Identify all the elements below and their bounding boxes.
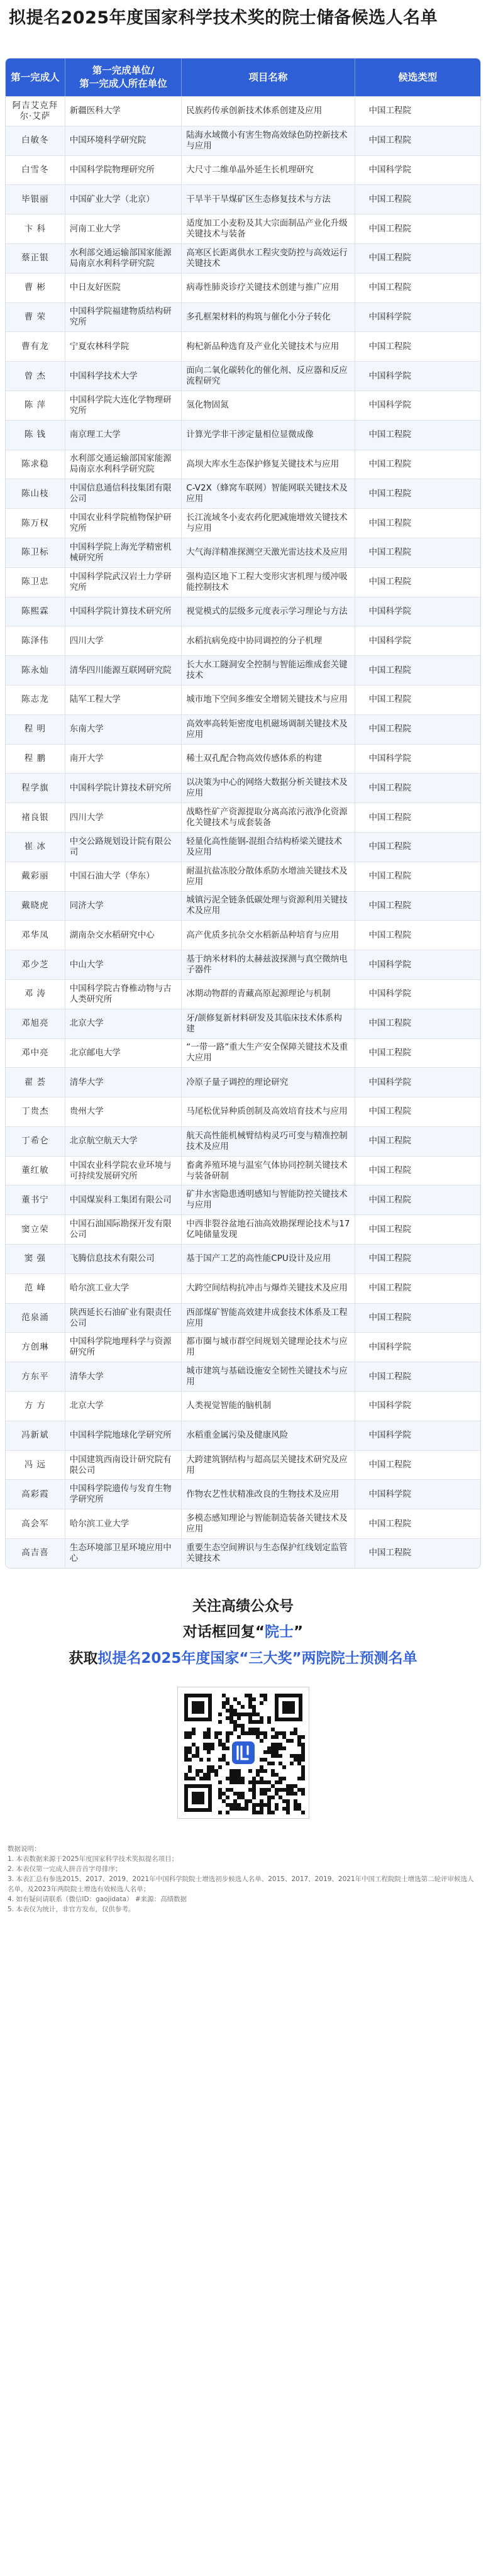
table-row: [6, 184, 480, 214]
table-row: [6, 1009, 480, 1038]
cell-unit: 生态环境部卫星环境应用中心: [65, 1539, 182, 1568]
cell-unit: 中国农业科学院农业环境与可持续发展研究所: [65, 1157, 182, 1185]
cell-type: 中国工程院: [368, 488, 411, 499]
cell-unit: 中国科学院福建物质结构研究所: [65, 303, 182, 332]
cell-project: 牙/颌修复新材料研发及其临床技术体系构建: [182, 1009, 355, 1038]
cell-type: 中国工程院: [368, 282, 411, 293]
header-name: 第一完成人: [6, 58, 65, 96]
cell-unit: 四川大学: [65, 626, 182, 655]
table-row: [6, 450, 480, 479]
table-row: [6, 802, 480, 832]
cell-project: 水稻抗病免疫中协同调控的分子机理: [182, 626, 355, 655]
follow-line-3: [0, 1645, 486, 1672]
table-row: [6, 685, 480, 714]
cell-project: 适度加工小麦粉及其大宗面制品产业化升级关键技术与装备: [182, 214, 355, 243]
cell-type: 中国科学院: [368, 635, 411, 646]
table-row: [6, 420, 480, 450]
cell-type: 中国工程院: [368, 430, 411, 440]
cell-name: 范泉涌: [6, 1304, 65, 1333]
table-row: [6, 214, 480, 243]
cell-project: 以决策为中心的网络大数据分析关键技术及应用: [182, 774, 355, 802]
cell-project: 城市建筑与基础设施安全韧性关键技术与应用: [182, 1362, 355, 1391]
cell-unit: 中国农业科学院植物保护研究所: [65, 509, 182, 538]
cell-name: 陈山枝: [6, 479, 65, 508]
table-row: [6, 1156, 480, 1185]
cell-project: 计算光学非干涉定量相位显微成像: [182, 421, 355, 450]
cell-name: 陈熙霖: [6, 597, 65, 626]
cell-name: 白雪冬: [6, 156, 65, 185]
cell-name: 卞 科: [6, 214, 65, 243]
table-row: [6, 832, 480, 862]
cell-unit: 陆军工程大学: [65, 686, 182, 714]
table-row: [6, 126, 480, 155]
cell-project: 轻量化高性能钢-混组合结构桥梁关键技术及应用: [182, 833, 355, 862]
cell-unit: 哈尔滨工业大学: [65, 1509, 182, 1538]
cell-unit: 中国信息通信科技集团有限公司: [65, 479, 182, 508]
cell-project: 冰期动物群的青藏高原起源理论与机制: [182, 980, 355, 1009]
note-item: 4. 如有疑问请联系（微信ID：gaojidata） #来源：高绩数据: [8, 1895, 187, 1903]
cell-type: 中国工程院: [368, 106, 411, 116]
cell-type: 中国科学院: [368, 1401, 411, 1411]
cell-type: 中国科学院: [368, 989, 411, 999]
cell-type: 中国科学院: [368, 1489, 411, 1499]
table-row: [6, 920, 480, 950]
table-row: [6, 331, 480, 361]
cell-name: 窦立荣: [6, 1215, 65, 1244]
cell-name: 邓中亮: [6, 1039, 65, 1068]
cell-name: 褚良银: [6, 803, 65, 832]
cell-project: 城镇污泥全链条低碳处理与资源利用关键技术及应用: [182, 892, 355, 921]
table-row: [6, 1126, 480, 1156]
cell-unit: 中国科学院遗传与发育生物学研究所: [65, 1480, 182, 1509]
cell-name: 曹有龙: [6, 332, 65, 361]
table-row: [6, 1450, 480, 1480]
cell-type: 中国工程院: [368, 724, 411, 735]
qr-container: [0, 1687, 486, 1819]
cell-unit: 中国科学院武汉岩土力学研究所: [65, 568, 182, 597]
follow-line-3-prefix: 获取: [69, 1650, 98, 1667]
table-row: [6, 1067, 480, 1097]
cell-name: 陈志龙: [6, 686, 65, 714]
cell-unit: 中国建筑西南设计研究院有限公司: [65, 1451, 182, 1480]
cell-type: 中国工程院: [368, 930, 411, 940]
cell-project: 陆海水域微小有害生物高效绿色防控新技术与应用: [182, 126, 355, 155]
cell-name: 范 峰: [6, 1274, 65, 1303]
table-row: [6, 96, 480, 126]
table-row: [6, 243, 480, 273]
cell-name: 邓华凤: [6, 921, 65, 950]
cell-name: 曹 荣: [6, 303, 65, 332]
cell-type: 中国科学院: [368, 753, 411, 763]
cell-type: 中国科学院: [368, 1430, 411, 1441]
cell-name: 翟 荟: [6, 1068, 65, 1097]
cell-type: 中国工程院: [368, 871, 411, 882]
cell-project: 耐温抗盐冻胶分散体系防水增油关键技术及应用: [182, 862, 355, 891]
table-row: [6, 1509, 480, 1538]
table-row: [6, 1214, 480, 1244]
cell-project: 矿井水害隐患透明感知与智能防控关键技术与应用: [182, 1185, 355, 1214]
data-notes: [8, 1844, 478, 1914]
cell-project: 基于国产工艺的高性能CPU设计及应用: [182, 1245, 355, 1274]
cell-type: 中国工程院: [368, 1018, 411, 1029]
follow-section: [0, 1568, 486, 1672]
cell-name: 高会军: [6, 1509, 65, 1538]
table-row: [6, 1362, 480, 1391]
notes-list: [8, 1854, 478, 1914]
cell-type: 中国科学院: [368, 1077, 411, 1087]
cell-project: 病毒性肺炎诊疗关键技术创建与推广应用: [182, 274, 355, 303]
cell-project: 高坝大库水生态保护修复关键技术与应用: [182, 450, 355, 479]
cell-name: 高彩霞: [6, 1480, 65, 1509]
cell-name: 窦 强: [6, 1245, 65, 1274]
cell-type: 中国工程院: [368, 253, 411, 264]
cell-type: 中国工程院: [368, 135, 411, 146]
cell-project: 强构造区地下工程大变形灾害机理与缓冲吸能控制技术: [182, 568, 355, 597]
table-row: [6, 1303, 480, 1333]
cell-name: 阿吉艾克拜尔·艾萨: [6, 97, 65, 126]
cell-unit: 中国科学院计算技术研究所: [65, 774, 182, 802]
cell-unit: 新疆医科大学: [65, 97, 182, 126]
cell-unit: 中国科学技术大学: [65, 362, 182, 391]
cell-name: 白敏冬: [6, 126, 65, 155]
cell-project: 作物农艺性状精准改良的生物技术及应用: [182, 1480, 355, 1509]
cell-type: 中国工程院: [368, 694, 411, 705]
cell-unit: 清华大学: [65, 1362, 182, 1391]
table-row: [6, 391, 480, 420]
notes-label: 数据说明：: [8, 1845, 41, 1853]
cell-project: 水稻重金属污染及健康风险: [182, 1421, 355, 1450]
header-unit: 第一完成单位/ 第一完成人所在单位: [65, 58, 182, 96]
cell-project: 枸杞新品种选育及产业化关键技术与应用: [182, 332, 355, 361]
table-row: [6, 655, 480, 685]
cell-unit: 陕西延长石油矿业有限责任公司: [65, 1304, 182, 1333]
cell-name: 丁希仑: [6, 1127, 65, 1156]
cell-project: 面向二氧化碳转化的催化剂、反应器和反应流程研究: [182, 362, 355, 391]
cell-unit: 同济大学: [65, 892, 182, 921]
cell-name: 陈卫忠: [6, 568, 65, 597]
cell-name: 冯 远: [6, 1451, 65, 1480]
cell-type: 中国工程院: [368, 577, 411, 587]
cell-type: 中国科学院: [368, 606, 411, 616]
cell-type: 中国工程院: [368, 1518, 411, 1529]
cell-type: 中国工程院: [368, 782, 411, 793]
title-area: [0, 0, 486, 58]
cell-project: 都市圈与城市群空间规划关键理论技术与应用: [182, 1333, 355, 1362]
cell-name: 丁贵杰: [6, 1097, 65, 1126]
cell-project: 视觉模式的层级多元度表示学习理论与方法: [182, 597, 355, 626]
cell-type: 中国工程院: [368, 1194, 411, 1205]
cell-type: 中国工程院: [368, 812, 411, 823]
cell-name: 崔 冰: [6, 833, 65, 862]
cell-name: 董红敏: [6, 1157, 65, 1185]
cell-unit: 中国石油大学（华东）: [65, 862, 182, 891]
cell-project: 多孔框架材料的构筑与催化小分子转化: [182, 303, 355, 332]
cell-name: 曾 杰: [6, 362, 65, 391]
cell-project: 大尺寸二维单晶外延生长机理研究: [182, 156, 355, 185]
cell-name: 邓少芝: [6, 950, 65, 979]
cell-project: 长江流域冬小麦农药化肥减施增效关键技术与应用: [182, 509, 355, 538]
cell-type: 中国科学院: [368, 164, 411, 175]
cell-name: 冯新斌: [6, 1421, 65, 1450]
cell-name: 邓旭亮: [6, 1009, 65, 1038]
header-project: 项目名称: [182, 58, 355, 96]
table-row: [6, 1538, 480, 1568]
cell-project: 基于纳米材料的太赫兹波探测与真空微纳电子器件: [182, 950, 355, 979]
table-row: [6, 1038, 480, 1068]
cell-name: 程学旗: [6, 774, 65, 802]
cell-unit: 中日友好医院: [65, 274, 182, 303]
cell-project: 城市地下空间多维安全增韧关键技术与应用: [182, 686, 355, 714]
note-item: 1. 本表数据来源于2025年度国家科学技术奖拟提名项目；: [8, 1855, 179, 1863]
cell-unit: 贵州大学: [65, 1097, 182, 1126]
cell-project: 高效率高转矩密度电机磁场调制关键技术及应用: [182, 715, 355, 744]
cell-name: 毕银丽: [6, 185, 65, 214]
qr-code-graphic: [182, 1691, 305, 1814]
cell-name: 陈永灿: [6, 656, 65, 685]
table-row: [6, 979, 480, 1009]
header-type: 候选类型: [398, 71, 438, 83]
cell-unit: 飞腾信息技术有限公司: [65, 1245, 182, 1274]
cell-type: 中国工程院: [368, 194, 411, 204]
cell-project: 冷原子量子调控的理论研究: [182, 1068, 355, 1097]
cell-type: 中国工程院: [368, 665, 411, 675]
cell-type: 中国工程院: [368, 341, 411, 352]
table-row: [6, 1421, 480, 1450]
cell-project: 干旱半干旱煤矿区生态修复技术与方法: [182, 185, 355, 214]
cell-project: “一带一路”重大生产安全保障关键技术及重大应用: [182, 1039, 355, 1068]
page-title: 拟提名2025年度国家科学技术奖的院士储备候选人名单: [9, 8, 438, 28]
cell-name: 陈 萍: [6, 391, 65, 420]
cell-unit: 中国科学院地理科学与资源研究所: [65, 1333, 182, 1362]
cell-project: 马尾松优异种质创制及高效培育技术与应用: [182, 1097, 355, 1126]
table-row: [6, 1274, 480, 1303]
table-row: [6, 744, 480, 774]
cell-type: 中国科学院: [368, 959, 411, 970]
note-item: 2. 本表仅第一完成人拼音首字母排序；: [8, 1865, 122, 1873]
follow-line-3-highlight: 拟提名2025年度国家“三大奖”两院院士预测名单: [97, 1650, 417, 1667]
cell-project: 氢化物固氮: [182, 391, 355, 420]
cell-project: 高寒区长距离供水工程灾变防控与高效运行关键技术: [182, 244, 355, 273]
candidate-table: [5, 58, 481, 1568]
cell-unit: 水利部交通运输部国家能源局南京水利科学研究院: [65, 450, 182, 479]
cell-name: 程 明: [6, 715, 65, 744]
follow-keyword: 院士: [265, 1623, 294, 1640]
cell-type: 中国工程院: [368, 1047, 411, 1058]
cell-unit: 中山大学: [65, 950, 182, 979]
cell-type: 中国工程院: [368, 458, 411, 469]
cell-unit: 清华四川能源互联网研究院: [65, 656, 182, 685]
cell-project: 大跨建筑钢结构与超高层关键技术研究及应用: [182, 1451, 355, 1480]
table-row: [6, 773, 480, 802]
table-row: [6, 508, 480, 538]
table-row: [6, 538, 480, 567]
cell-type: 中国工程院: [368, 1283, 411, 1294]
cell-type: 中国科学院: [368, 1341, 411, 1352]
cell-type: 中国科学院: [368, 400, 411, 411]
table-row: [6, 626, 480, 655]
follow-line-2: [0, 1619, 486, 1645]
cell-type: 中国工程院: [368, 518, 411, 528]
cell-project: 中西非裂谷盆地石油高效勘探理论技术与17亿吨储量发现: [182, 1215, 355, 1244]
note-item: 3. 本表汇总有参选2015、2017、2019、2021年中国科学院院士增选初步候选人名单、2015、2017、2019、2021年中国工程院院士增选第二轮评审候选人名单，及2023年两院院士增选有效候选人名单；: [8, 1875, 474, 1893]
cell-name: 曹 彬: [6, 274, 65, 303]
cell-project: 战略性矿产资源提取分离高浓污液净化资源化关键技术与成套装备: [182, 803, 355, 832]
table-row: [6, 361, 480, 391]
cell-type: 中国工程院: [368, 1548, 411, 1558]
cell-project: 多模态感知理论与智能制造装备关键技术及应用: [182, 1509, 355, 1538]
cell-project: 畜禽养殖环境与温室气体协同控制关键技术与装备研制: [182, 1157, 355, 1185]
cell-type: 中国工程院: [368, 900, 411, 911]
cell-type: 中国工程院: [368, 1106, 411, 1117]
cell-unit: 北京大学: [65, 1392, 182, 1421]
cell-unit: 中国科学院上海光学精密机械研究所: [65, 538, 182, 567]
table-row: [6, 567, 480, 597]
cell-unit: 河南工业大学: [65, 214, 182, 243]
cell-unit: 中国科学院计算技术研究所: [65, 597, 182, 626]
cell-project: 民族药传承创新技术体系创建及应用: [182, 97, 355, 126]
table-row: [6, 1332, 480, 1362]
table-row: [6, 597, 480, 626]
table-row: [6, 714, 480, 744]
cell-name: 陈泽伟: [6, 626, 65, 655]
table-row: [6, 303, 480, 332]
cell-name: 邓 涛: [6, 980, 65, 1009]
cell-project: 高产优质多抗杂交水稻新品种培育与应用: [182, 921, 355, 950]
qr-code[interactable]: [177, 1687, 309, 1819]
cell-project: 大跨空间结构抗冲击与爆炸关键技术及应用: [182, 1274, 355, 1303]
cell-unit: 清华大学: [65, 1068, 182, 1097]
cell-type: 中国工程院: [368, 1253, 411, 1264]
cell-name: 方 方: [6, 1392, 65, 1421]
cell-name: 蔡正银: [6, 244, 65, 273]
cell-type: 中国工程院: [368, 547, 411, 558]
cell-type: 中国工程院: [368, 223, 411, 234]
table-row: [6, 155, 480, 185]
cell-unit: 湖南杂交水稻研究中心: [65, 921, 182, 950]
cell-type: 中国工程院: [368, 1460, 411, 1470]
follow-line-1: 关注高绩公众号: [192, 1597, 294, 1614]
cell-project: C-V2X（蜂窝车联网）智能网联关键技术及应用: [182, 479, 355, 508]
cell-unit: 水利部交通运输部国家能源局南京水利科学研究院: [65, 244, 182, 273]
cell-name: 程 鹏: [6, 745, 65, 774]
cell-name: 陈卫标: [6, 538, 65, 567]
cell-type: 中国科学院: [368, 311, 411, 322]
cell-unit: 中国煤炭科工集团有限公司: [65, 1185, 182, 1214]
cell-unit: 宁夏农林科学院: [65, 332, 182, 361]
table-row: [6, 950, 480, 979]
cell-unit: 哈尔滨工业大学: [65, 1274, 182, 1303]
cell-unit: 中国矿业大学（北京）: [65, 185, 182, 214]
cell-project: 航天高性能机械臂结构灵巧可变与精准控制技术及应用: [182, 1127, 355, 1156]
cell-project: 长大水工隧洞安全控制与智能运维成套关键技术: [182, 656, 355, 685]
cell-name: 陈万权: [6, 509, 65, 538]
cell-unit: 四川大学: [65, 803, 182, 832]
cell-name: 陈求稳: [6, 450, 65, 479]
cell-unit: 南开大学: [65, 745, 182, 774]
cell-unit: 中国科学院物理研究所: [65, 156, 182, 185]
cell-name: 高吉喜: [6, 1539, 65, 1568]
cell-unit: 中国科学院古脊椎动物与古人类研究所: [65, 980, 182, 1009]
cell-type: 中国工程院: [368, 1313, 411, 1323]
cell-project: 西部煤矿智能高效建井成套技术体系及工程应用: [182, 1304, 355, 1333]
note-item: 5. 本表仅为统计，非官方发布，仅供参考。: [8, 1905, 135, 1913]
follow-line-2-suffix: ”: [294, 1623, 304, 1640]
cell-unit: 中国科学院大连化学物理研究所: [65, 391, 182, 420]
cell-unit: 北京大学: [65, 1009, 182, 1038]
table-row: [6, 273, 480, 303]
cell-unit: 北京航空航天大学: [65, 1127, 182, 1156]
cell-unit: 中交公路规划设计院有限公司: [65, 833, 182, 862]
cell-name: 陈 钱: [6, 421, 65, 450]
table-row: [6, 1097, 480, 1126]
cell-type: 中国工程院: [368, 1136, 411, 1146]
table-row: [6, 479, 480, 508]
table-row: [6, 1244, 480, 1274]
table-row: [6, 862, 480, 891]
cell-type: 中国工程院: [368, 1165, 411, 1176]
table-row: [6, 1479, 480, 1509]
cell-name: 戴彩丽: [6, 862, 65, 891]
cell-project: 人类视觉智能的脑机制: [182, 1392, 355, 1421]
qr-finder-top-right: [275, 1694, 302, 1721]
cell-type: 中国科学院: [368, 370, 411, 381]
cell-unit: 北京邮电大学: [65, 1039, 182, 1068]
cell-unit: 中国科学院地球化学研究所: [65, 1421, 182, 1450]
table-body: [6, 96, 480, 1568]
cell-name: 戴晓虎: [6, 892, 65, 921]
cell-name: 董书宁: [6, 1185, 65, 1214]
cell-project: 大气海洋精准探测空天激光雷达技术及应用: [182, 538, 355, 567]
cell-project: 重要生态空间辨识与生态保护红线划定监管关键技术: [182, 1539, 355, 1568]
table-row: [6, 891, 480, 921]
qr-finder-bottom-left: [184, 1784, 212, 1812]
cell-type: 中国工程院: [368, 841, 411, 852]
table-row: [6, 1185, 480, 1214]
cell-name: 方创琳: [6, 1333, 65, 1362]
cell-unit: 东南大学: [65, 715, 182, 744]
cell-type: 中国工程院: [368, 1224, 411, 1235]
qr-finder-top-left: [184, 1694, 212, 1721]
gaoji-logo-icon: [229, 1739, 257, 1767]
cell-type: 中国工程院: [368, 1371, 411, 1382]
cell-unit: 中国环境科学研究院: [65, 126, 182, 155]
table-header: [6, 58, 480, 96]
cell-unit: 南京理工大学: [65, 421, 182, 450]
table-row: [6, 1391, 480, 1421]
cell-project: 稀土双孔配合物高效传感体系的构建: [182, 745, 355, 774]
follow-line-2-prefix: 对话框回复“: [182, 1623, 265, 1640]
cell-unit: 中国石油国际勘探开发有限公司: [65, 1215, 182, 1244]
cell-name: 方东平: [6, 1362, 65, 1391]
